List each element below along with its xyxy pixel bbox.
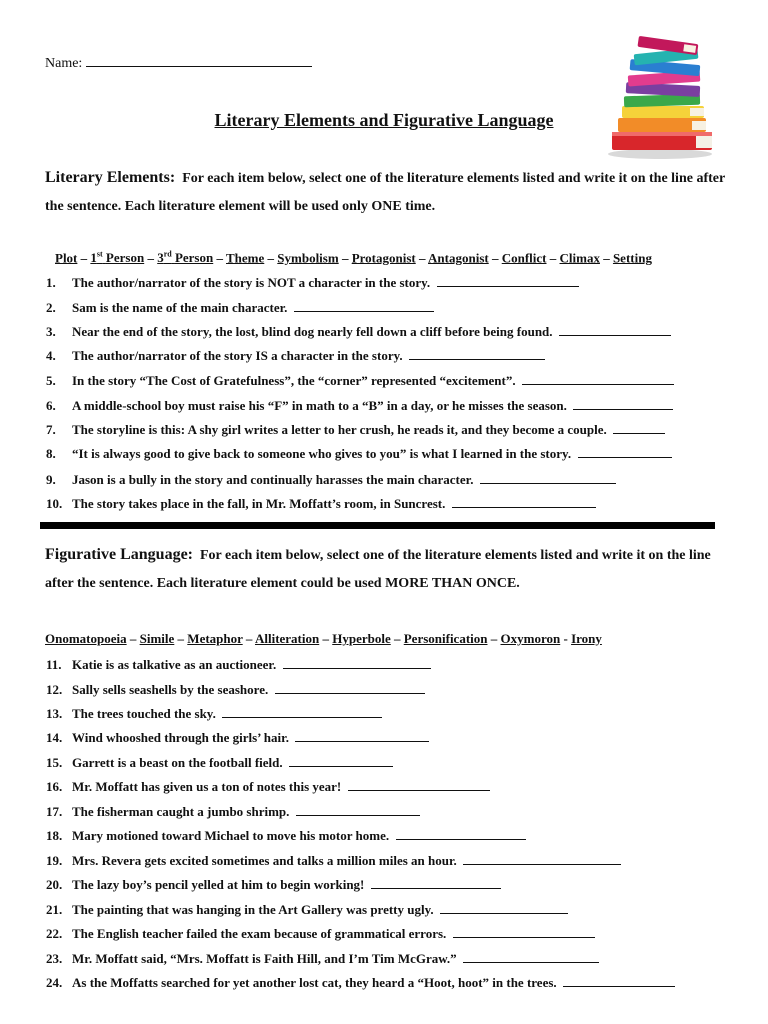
word-setting: Setting: [612, 250, 652, 266]
question-1: 1. The author/narrator of the story is NOT a character in the story.: [46, 274, 579, 291]
literary-elements-instructions: [45, 164, 735, 221]
word-metaphor: Metaphor: [187, 631, 243, 646]
question-24: 24. As the Moffatts searched for yet another lost cat, they heard a “Hoot, hoot” in the trees.: [46, 974, 675, 991]
literary-word-bank: Plot – 1st Person – 3rd Person – Theme – Symbolism – Protagonist – Antagonist – Conflict – Climax – Setting: [55, 250, 652, 266]
answer-blank-16[interactable]: [348, 778, 490, 791]
name-field[interactable]: [45, 54, 312, 72]
answer-blank-8[interactable]: [578, 445, 672, 458]
word-climax: Climax: [559, 250, 600, 266]
answer-blank-21[interactable]: [440, 901, 568, 914]
word-onomatopoeia: Onomatopoeia: [45, 631, 127, 646]
answer-blank-12[interactable]: [275, 681, 425, 694]
question-3: 3. Near the end of the story, the lost, blind dog nearly fell down a cliff before being found.: [46, 323, 671, 340]
answer-blank-7[interactable]: [613, 421, 665, 434]
word-irony: Irony: [571, 631, 602, 646]
question-21: 21. The painting that was hanging in the Art Gallery was pretty ugly.: [46, 901, 568, 918]
answer-blank-11[interactable]: [283, 656, 431, 669]
word-conflict: Conflict: [501, 250, 547, 266]
figurative-language-instructions: [45, 541, 735, 598]
question-22: 22. The English teacher failed the exam because of grammatical errors.: [46, 925, 595, 942]
question-9: 9. Jason is a bully in the story and continually harasses the main character.: [46, 471, 616, 488]
answer-blank-18[interactable]: [396, 827, 526, 840]
page-title: Literary Elements and Figurative Language: [214, 110, 554, 130]
question-7: 7. The storyline is this: A shy girl writes a letter to her crush, he reads it, and they become a couple.: [46, 421, 665, 438]
answer-blank-17[interactable]: [296, 803, 420, 816]
question-14: 14. Wind whooshed through the girls’ hair.: [46, 729, 429, 746]
word-third-person: 3rd Person: [157, 250, 214, 266]
answer-blank-2[interactable]: [294, 299, 434, 312]
question-8: 8. “It is always good to give back to someone who gives to you” is what I learned in the story.: [46, 445, 672, 462]
question-13: 13. The trees touched the sky.: [46, 705, 382, 722]
answer-blank-1[interactable]: [437, 274, 579, 287]
answer-blank-4[interactable]: [409, 347, 545, 360]
answer-blank-22[interactable]: [453, 925, 595, 938]
question-6: 6. A middle-school boy must raise his “F” in math to a “B” in a day, or he misses the season.: [46, 397, 673, 414]
question-11: 11. Katie is as talkative as an auctioneer.: [46, 656, 431, 673]
question-20: 20. The lazy boy’s pencil yelled at him to begin working!: [46, 876, 501, 893]
word-theme: Theme: [226, 250, 265, 266]
answer-blank-10[interactable]: [452, 495, 596, 508]
question-18: 18. Mary motioned toward Michael to move his motor home.: [46, 827, 526, 844]
word-simile: Simile: [139, 631, 175, 646]
name-label: Name:: [45, 56, 83, 71]
figurative-language-emphasis: MORE THAN ONCE.: [385, 576, 520, 591]
answer-blank-23[interactable]: [463, 950, 599, 963]
literary-elements-text: For each item below, select one of the literature elements listed and write it on the line after the sentence. Each literature element will be used only ONE time.: [45, 171, 725, 214]
question-12: 12. Sally sells seashells by the seashore.: [46, 681, 425, 698]
stack-of-books-icon: [604, 32, 716, 160]
section-divider: [40, 522, 715, 529]
answer-blank-3[interactable]: [559, 323, 671, 336]
question-10: 10. The story takes place in the fall, in Mr. Moffatt’s room, in Suncrest.: [46, 495, 596, 512]
figurative-word-bank: Onomatopoeia – Simile – Metaphor – Alliteration – Hyperbole – Personification – Oxymoron - Irony: [45, 631, 602, 646]
question-2: 2. Sam is the name of the main character.: [46, 299, 434, 316]
answer-blank-9[interactable]: [480, 471, 616, 484]
answer-blank-13[interactable]: [222, 705, 382, 718]
word-antagonist: Antagonist: [428, 250, 489, 266]
word-oxymoron: Oxymoron: [500, 631, 561, 646]
answer-blank-14[interactable]: [295, 729, 429, 742]
question-17: 17. The fisherman caught a jumbo shrimp.: [46, 803, 420, 820]
name-blank[interactable]: [86, 54, 312, 67]
word-personification: Personification: [403, 631, 488, 646]
question-5: 5. In the story “The Cost of Gratefulness”, the “corner” represented “excitement”.: [46, 372, 674, 389]
literary-elements-heading: Literary Elements:: [45, 169, 176, 186]
figurative-language-heading: Figurative Language:: [45, 546, 193, 563]
word-symbolism: Symbolism: [277, 250, 339, 266]
answer-blank-15[interactable]: [289, 754, 393, 767]
word-alliteration: Alliteration: [254, 631, 320, 646]
question-23: 23. Mr. Moffatt said, “Mrs. Moffatt is Faith Hill, and I’m Tim McGraw.”: [46, 950, 599, 967]
word-first-person: 1st Person: [90, 250, 145, 266]
word-hyperbole: Hyperbole: [332, 631, 391, 646]
answer-blank-5[interactable]: [522, 372, 674, 385]
question-16: 16. Mr. Moffatt has given us a ton of notes this year!: [46, 778, 490, 795]
word-plot: Plot: [55, 250, 78, 266]
question-15: 15. Garrett is a beast on the football field.: [46, 754, 393, 771]
question-4: 4. The author/narrator of the story IS a character in the story.: [46, 347, 545, 364]
answer-blank-6[interactable]: [573, 397, 673, 410]
figurative-language-text: For each item below, select one of the literature elements listed and write it on the line after the sentence. Each literature element could be used: [45, 548, 711, 591]
answer-blank-20[interactable]: [371, 876, 501, 889]
question-19: 19. Mrs. Revera gets excited sometimes and talks a million miles an hour.: [46, 852, 621, 869]
answer-blank-19[interactable]: [463, 852, 621, 865]
word-protagonist: Protagonist: [351, 250, 416, 266]
answer-blank-24[interactable]: [563, 974, 675, 987]
